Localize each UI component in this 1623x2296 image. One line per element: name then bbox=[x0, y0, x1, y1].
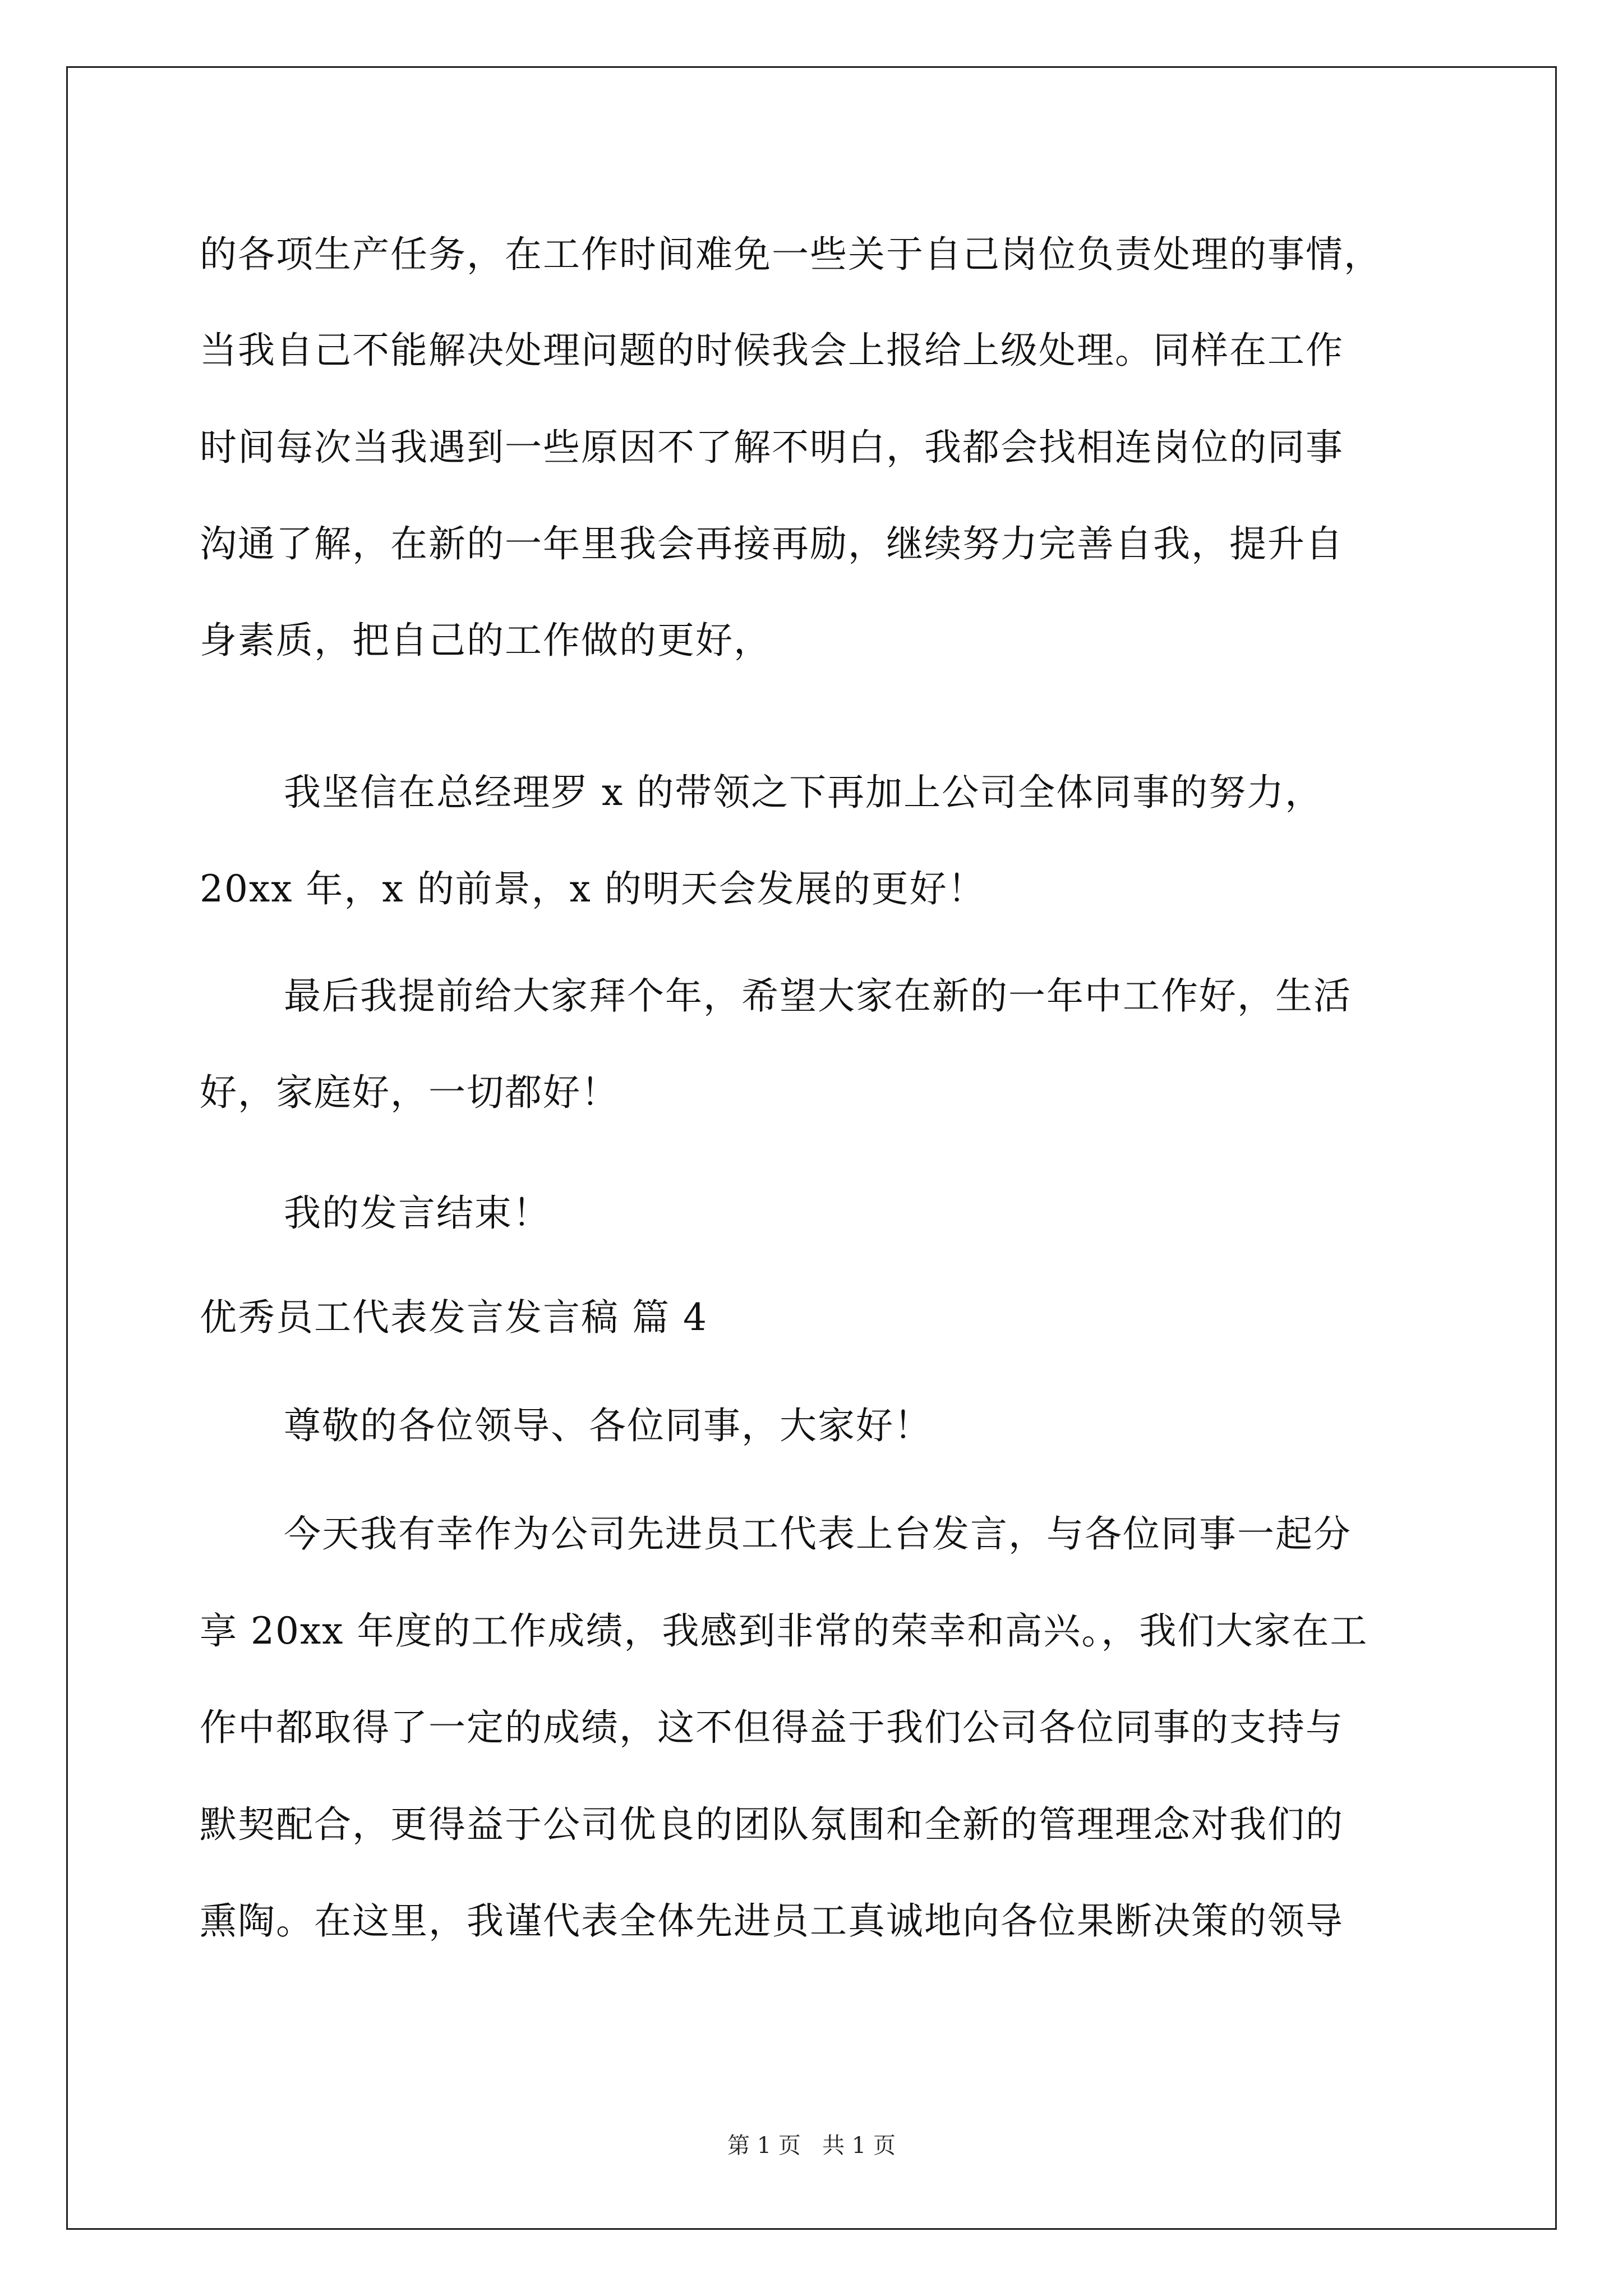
paragraph-line: 熏陶。在这里，我谨代表全体先进员工真诚地向各位果断决策的领导 bbox=[200, 1899, 1344, 1943]
paragraph-line: 作中都取得了一定的成绩，这不但得益于我们公司各位同事的支持与 bbox=[200, 1706, 1344, 1749]
paragraph-line: 时间每次当我遇到一些原因不了解不明白，我都会找相连岗位的同事 bbox=[200, 426, 1344, 469]
paragraph-line: 好，家庭好，一切都好！ bbox=[200, 1071, 619, 1114]
paragraph-line: 沟通了解，在新的一年里我会再接再励，继续努力完善自我，提升自 bbox=[200, 522, 1344, 565]
paragraph-line: 默契配合，更得益于公司优良的团队氛围和全新的管理理念对我们的 bbox=[200, 1803, 1344, 1846]
paragraph-line: 的各项生产任务，在工作时间难免一些关于自己岗位负责处理的事情， bbox=[200, 233, 1382, 276]
page-footer: 第 1 页 共 1 页 bbox=[727, 2133, 896, 2159]
paragraph-line: 当我自己不能解决处理问题的时候我会上报给上级处理。同样在工作 bbox=[200, 329, 1344, 372]
paragraph-line: 尊敬的各位领导、各位同事，大家好！ bbox=[284, 1404, 932, 1447]
paragraph-line: 今天我有幸作为公司先进员工代表上台发言，与各位同事一起分 bbox=[284, 1512, 1352, 1556]
paragraph-line: 最后我提前给大家拜个年，希望大家在新的一年中工作好，生活 bbox=[284, 974, 1352, 1018]
section-heading: 优秀员工代表发言发言稿 篇 4 bbox=[200, 1296, 708, 1339]
paragraph-line: 身素质，把自己的工作做的更好， bbox=[200, 619, 772, 662]
paragraph-line: 我坚信在总经理罗 x 的带领之下再加上公司全体同事的努力， bbox=[284, 771, 1324, 814]
paragraph-line: 我的发言结束！ bbox=[284, 1191, 551, 1235]
paragraph-line: 享 20xx 年度的工作成绩，我感到非常的荣幸和高兴。，我们大家在工 bbox=[200, 1609, 1368, 1653]
paragraph-line: 20xx 年，x 的前景，x 的明天会发展的更好！ bbox=[200, 867, 986, 910]
